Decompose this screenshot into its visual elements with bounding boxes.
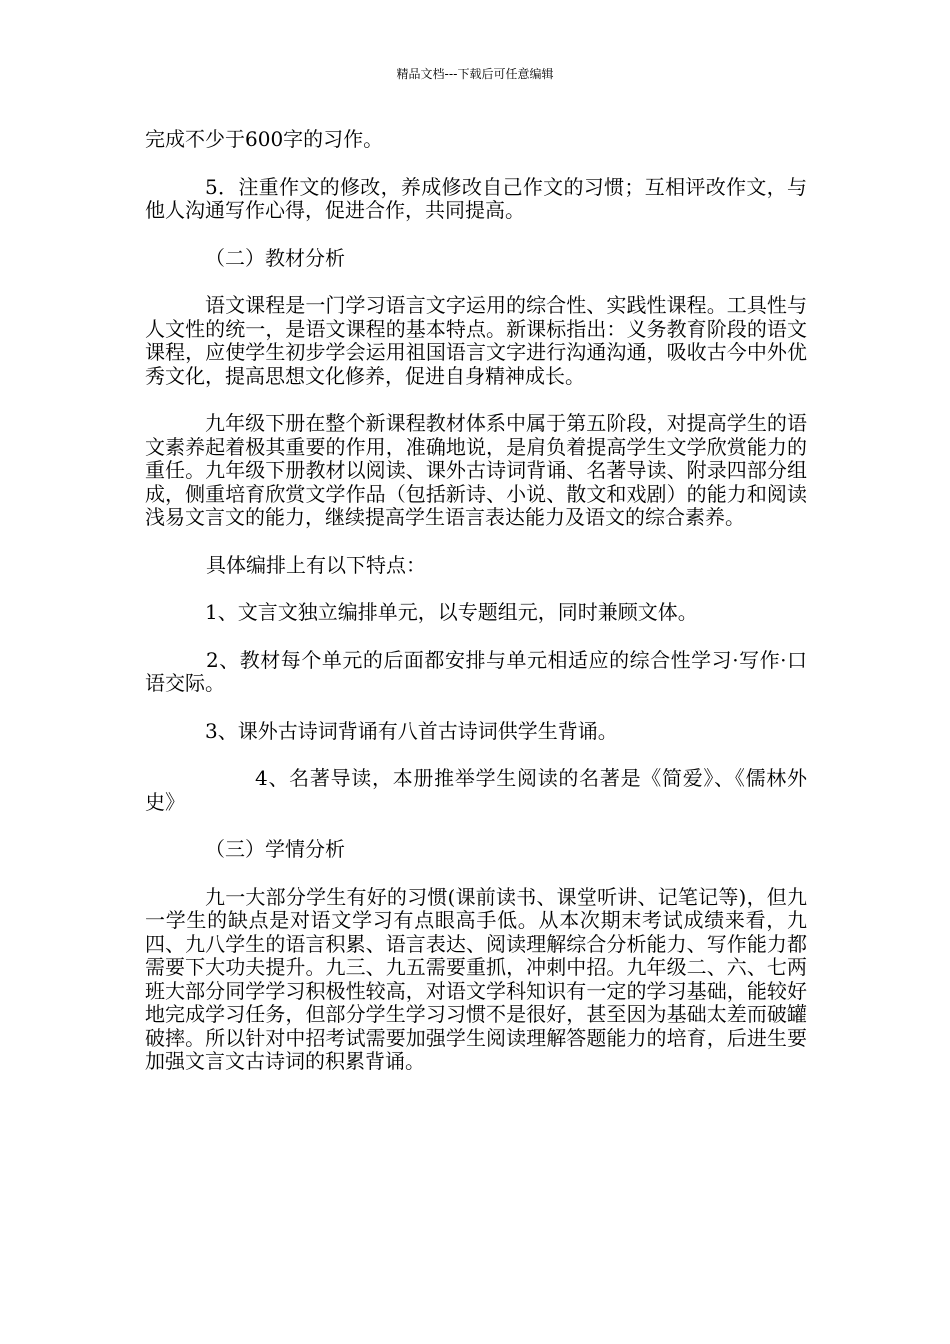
paragraph-course-nature: 语文课程是一门学习语言文字运用的综合性、实践性课程。工具性与人文性的统一，是语文课程的基本特点。新课标指出：义务教育阶段的语文课程，应使学生初步学会运用祖国语言文字进行沟通沟通，吸收古今中外优秀文化，提高思想文化修养，促进自身精神成长。 bbox=[145, 293, 807, 388]
section-heading-student-analysis: （三）学情分析 bbox=[205, 837, 345, 861]
paragraph-features-intro: 具体编排上有以下特点： bbox=[206, 552, 426, 577]
list-item-feature-2: 2、教材每个单元的后面都安排与单元相适应的综合性学习·写作·口语交际。 bbox=[145, 647, 807, 695]
paragraph-essay-requirement: 完成不少于600字的习作。 bbox=[145, 127, 384, 151]
list-item-feature-4: 4、名著导读，本册推举学生阅读的名著是《简爱》、《儒林外史》 bbox=[145, 766, 807, 814]
paragraph-student-situation: 九一大部分学生有好的习惯(课前读书、课堂听讲、记笔记等)，但九一学生的缺点是对语文学习有点眼高手低。从本次期末考试成绩来看，九四、九八学生的语言积累、语言表达、阅读理解综合分析能力、写作能力都需要下大功夫提升。九三、九五需要重抓，冲刺中招。九年级二、六、七两班大部分同学学习积极性较高，对语文学科知识有一定的学习基础，能较好地完成学习任务，但部分学生学习习惯不是很好，甚至因为基础太差而破罐破摔。所以针对中招考试需要加强学生阅读理解答题能力的培育，后进生要加强文言文古诗词的积累背诵。 bbox=[145, 884, 807, 1073]
document-body bbox=[145, 128, 807, 1074]
section-heading-textbook-analysis: （二）教材分析 bbox=[205, 245, 345, 270]
list-item-feature-3: 3、课外古诗词背诵有八首古诗词供学生背诵。 bbox=[205, 718, 618, 743]
page-header: 精品文档---下载后可任意编辑 bbox=[396, 67, 554, 81]
list-item-feature-1: 1、文言文独立编排单元，以专题组元，同时兼顾文体。 bbox=[205, 600, 698, 624]
paragraph-item-5: 5．注重作文的修改，养成修改自己作文的习惯；互相评改作文，与他人沟通写作心得，促进合作，共同提高。 bbox=[145, 174, 807, 222]
paragraph-grade9-textbook: 九年级下册在整个新课程教材体系中属于第五阶段，对提高学生的语文素养起着极其重要的作用，准确地说，是肩负着提高学生文学欣赏能力的重任。九年级下册教材以阅读、课外古诗词背诵、名著导读、附录四部分组成，侧重培育欣赏文学作品（包括新诗、小说、散文和戏剧）的能力和阅读浅易文言文的能力，继续提高学生语言表达能力及语文的综合素养。 bbox=[145, 411, 807, 529]
